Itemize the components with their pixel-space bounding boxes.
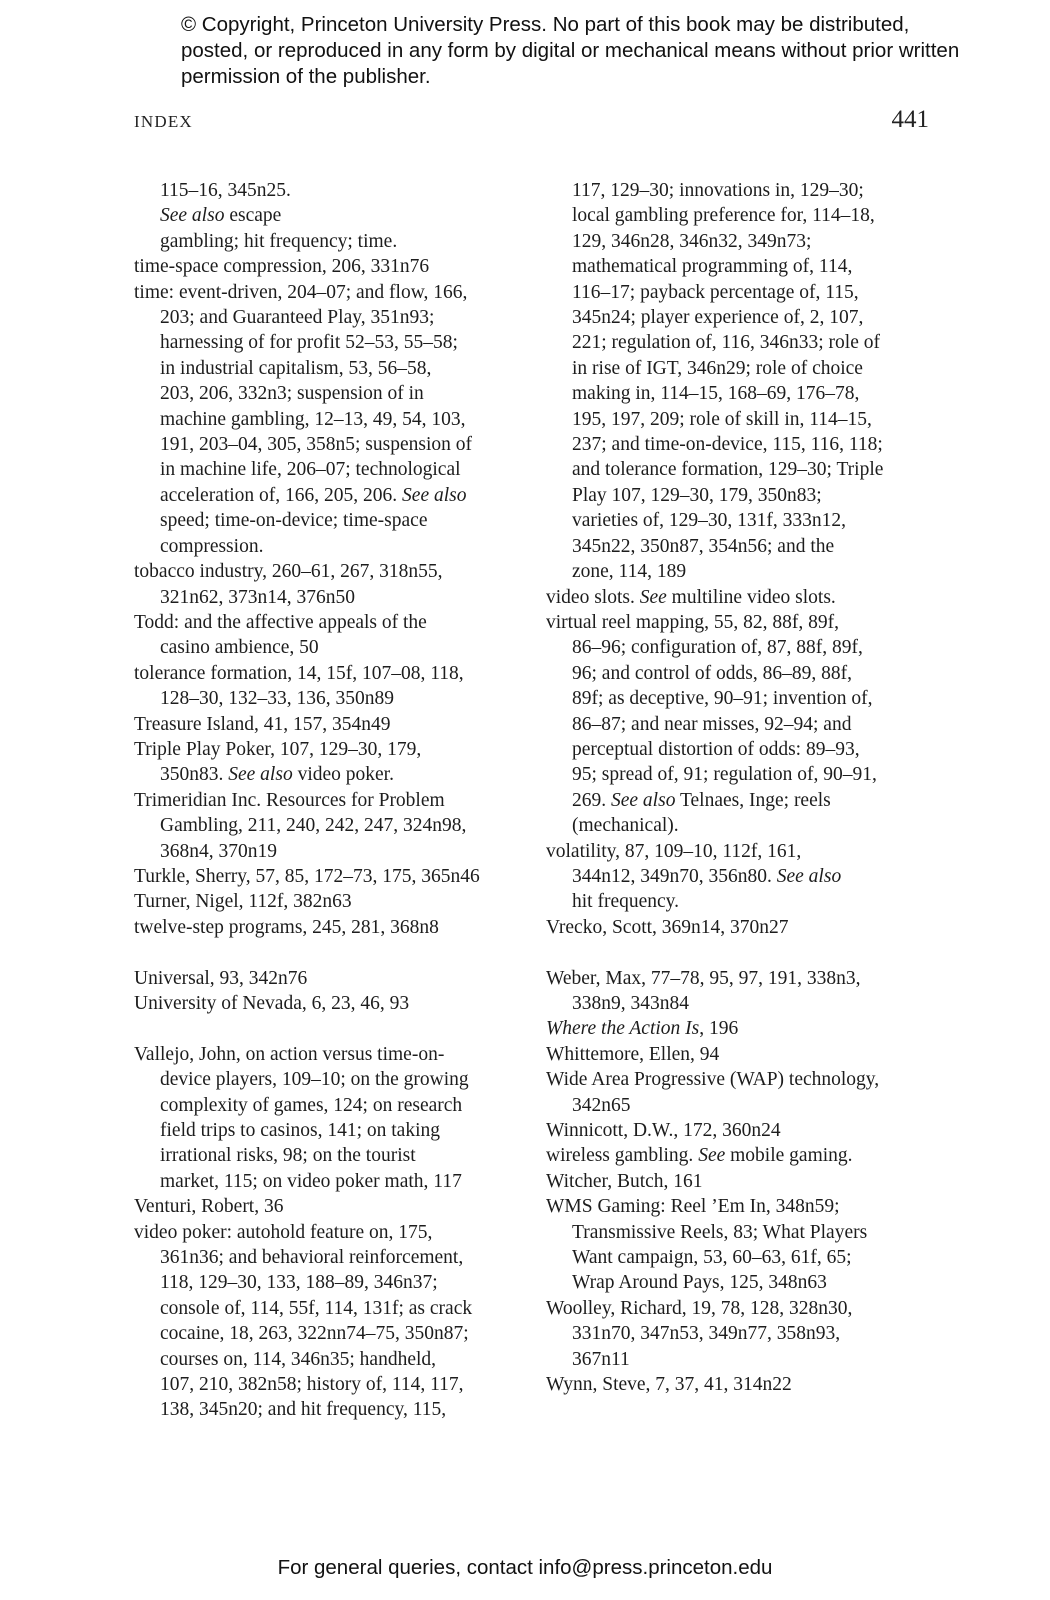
index-entry: Todd: and the affective appeals of the casino ambience, 50 xyxy=(134,611,427,659)
running-head: INDEX xyxy=(134,112,193,131)
index-entry: Triple Play Poker, 107, 129–30, 179, 350n83. See also video poker. xyxy=(134,738,422,786)
index-entry: Trimeridian Inc. Resources for Problem Gambling, 211, 240, 242, 247, 324n98, 368n4, 370n19 xyxy=(134,789,467,862)
index-entry: Winnicott, D.W., 172, 360n24 xyxy=(546,1120,781,1142)
index-entry: Witcher, Butch, 161 xyxy=(546,1170,703,1192)
index-entry: tobacco industry, 260–61, 267, 318n55, 321n62, 373n14, 376n50 xyxy=(134,561,443,608)
index-entry-continued: 115–16, 345n25. See also escape gambling; hit frequency; time. xyxy=(160,180,398,252)
index-entry: time-space compression, 206, 331n76 xyxy=(134,256,430,278)
index-entry: wireless gambling. See mobile gaming. xyxy=(546,1145,853,1167)
index-entry: Woolley, Richard, 19, 78, 128, 328n30, 331n70, 347n53, 349n77, 358n93, 367n11 xyxy=(546,1297,853,1370)
index-entry: Vrecko, Scott, 369n14, 370n27 xyxy=(546,916,789,938)
footer-contact: For general queries, contact info@press.princeton.edu xyxy=(277,1556,773,1579)
section-gap xyxy=(134,940,524,965)
index-entry: Wynn, Steve, 7, 37, 41, 314n22 xyxy=(546,1374,792,1396)
section-gap xyxy=(134,1016,524,1041)
index-entry: Universal, 93, 342n76 xyxy=(134,967,308,989)
index-entry: video slots. See multiline video slots. xyxy=(546,586,836,608)
index-entry: Whittemore, Ellen, 94 xyxy=(546,1043,720,1065)
index-column-right xyxy=(546,178,936,1397)
index-entry: University of Nevada, 6, 23, 46, 93 xyxy=(134,992,410,1014)
index-entry: WMS Gaming: Reel ’Em In, 348n59; Transmissive Reels, 83; What Players Want campaign, 53, 60–63, 61f, 65; Wrap Around Pays, 125, 348n63 xyxy=(546,1196,868,1294)
section-gap xyxy=(546,940,936,965)
copyright-notice: © Copyright, Princeton University Press. No part of this book may be distributed, posted, or reproduced in any form by digital or mechanical means without prior written permission of the publisher. xyxy=(181,13,960,88)
index-entry: Where the Action Is, 196 xyxy=(546,1018,739,1040)
index-entry: Turkle, Sherry, 57, 85, 172–73, 175, 365n46 xyxy=(134,865,480,887)
index-entry: Vallejo, John, on action versus time-on- device players, 109–10; on the growing complexity of games, 124; on research field trips to casinos, 141; on taking irrational risks, 98; on the tourist market, 115; on video poker math, 117 xyxy=(134,1043,469,1192)
index-entry-continued: 117, 129–30; innovations in, 129–30; local gambling preference for, 114–18, 129, 346n28, 346n32, 349n73; mathematical programming of, 114, 116–17; payback percentage of, 115, 345n24; player experience of, 2, 107, 221; regulation of, 116, 346n33; role of in rise of IGT, 346n29; role of choice making in, 114–15, 168–69, 176–78, 195, 197, 209; role of skill in, 114–15, 237; and time-on-device, 115, 116, 118; and tolerance formation, 129–30; Triple Play 107, 129–30, 179, 350n83; varieties of, 129–30, 131f, 333n12, 345n22, 350n87, 354n56; and the zone, 114, 189 xyxy=(572,180,884,583)
index-entry: virtual reel mapping, 55, 82, 88f, 89f, 86–96; configuration of, 87, 88f, 89f, 96; and control of odds, 86–89, 88f, 89f; as deceptive, 90–91; invention of, 86–87; and near misses, 92–94; and perceptual distortion of odds: 89–93, 95; spread of, 91; regulation of, 90–91, 269. See also Telnaes, Inge; reels (mechanical). xyxy=(546,611,877,837)
index-entry: tolerance formation, 14, 15f, 107–08, 118, 128–30, 132–33, 136, 350n89 xyxy=(134,662,464,710)
index-entry: Turner, Nigel, 112f, 382n63 xyxy=(134,891,352,913)
index-entry: Venturi, Robert, 36 xyxy=(134,1196,284,1218)
index-entry: volatility, 87, 109–10, 112f, 161, 344n12, 349n70, 356n80. See also hit frequency. xyxy=(546,840,842,913)
index-entry: Wide Area Progressive (WAP) technology, 342n65 xyxy=(546,1069,880,1116)
index-entry: time: event-driven, 204–07; and flow, 166, 203; and Guaranteed Play, 351n93; harnessing of for profit 52–53, 55–58; in industrial capitalism, 53, 56–58, 203, 206, 332n3; suspension of in machine gambling, 12–13, 49, 54, 103, 191, 203–04, 305, 358n5; suspension of in machine life, 206–07; technological acceleration of, 166, 205, 206. See also speed; time-on-device; time-space compression. xyxy=(134,281,472,557)
index-entry: video poker: autohold feature on, 175, 361n36; and behavioral reinforcement, 118, 129–30, 133, 188–89, 346n37; console of, 114, 55f, 114, 131f; as crack cocaine, 18, 263, 322nn74–75, 350n87; courses on, 114, 346n35; handheld, 107, 210, 382n58; history of, 114, 117, 138, 345n20; and hit frequency, 115, xyxy=(134,1221,473,1421)
index-entry: Treasure Island, 41, 157, 354n49 xyxy=(134,713,391,735)
page-number: 441 xyxy=(891,106,929,133)
index-column-left xyxy=(134,178,524,1423)
index-entry: Weber, Max, 77–78, 95, 97, 191, 338n3, 338n9, 343n84 xyxy=(546,967,861,1014)
index-entry: twelve-step programs, 245, 281, 368n8 xyxy=(134,916,439,938)
